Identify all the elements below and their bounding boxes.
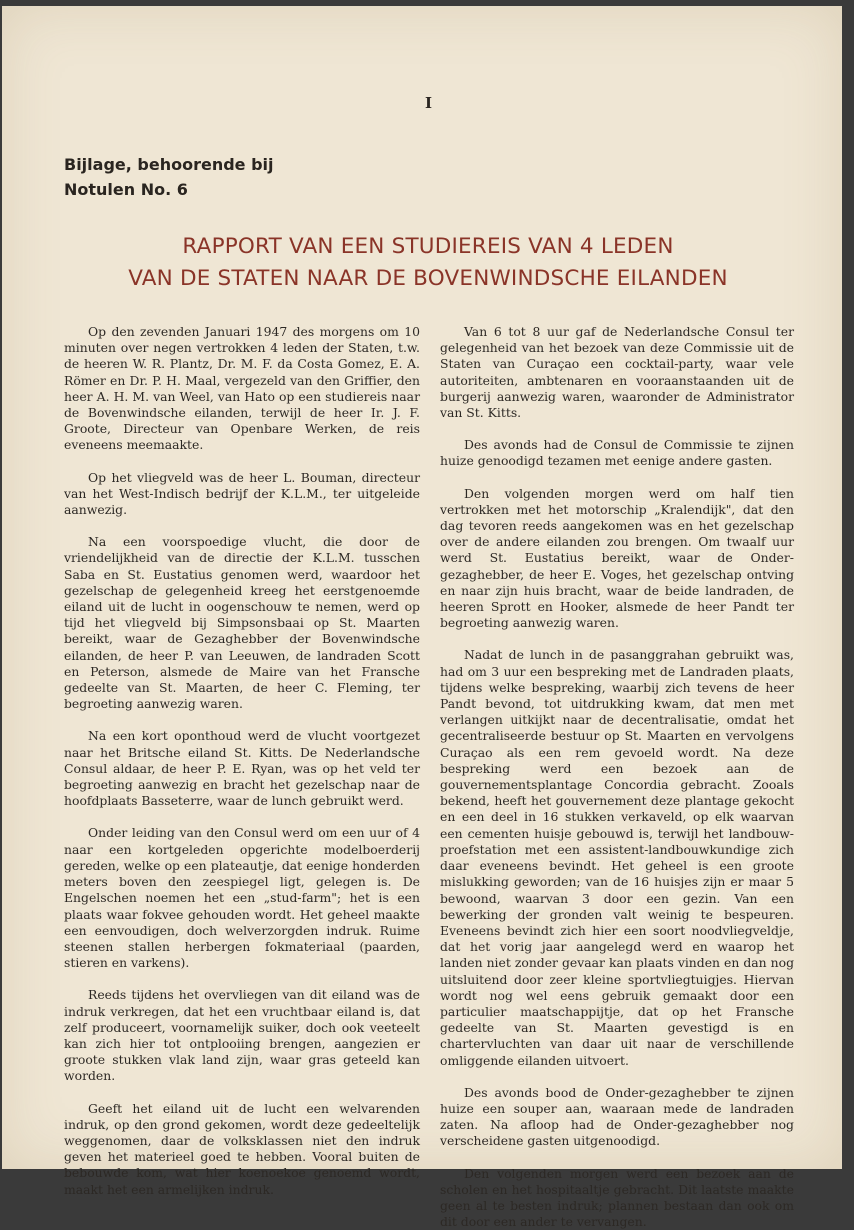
page-number: I (425, 94, 433, 112)
paragraph: Na een kort oponthoud werd de vlucht voortgezet naar het Britsche eiland St. Kitts. De Nederlandsche Consul aldaar, de heer P. E. Ryan, was op het veld ter begroeting aanwezig en bracht het gezelschap naar de hoofdplaats Basseterre, waar de lunch gebruikt werd. (64, 728, 420, 809)
paragraph: Van 6 tot 8 uur gaf de Nederlandsche Consul ter gelegenheid van het bezoek van deze Commissie uit de Staten van Curaçao een cocktail-party, waar vele autoriteiten, ambtenaren en vooraanstaanden uit de burgerij aanwezig waren, waaronder de Administrator van St. Kitts. (440, 324, 794, 421)
paragraph: Op het vliegveld was de heer L. Bouman, directeur van het West-Indisch bedrijf der K.L.M., ter uitgeleide aanwezig. (64, 469, 420, 518)
left-column (64, 324, 420, 1198)
right-column (440, 324, 794, 1230)
paragraph: Des avonds bood de Onder-gezaghebber te zijnen huize een souper aan, waaraan mede de landraden zaten. Na afloop had de Onder-gezaghebber nog verscheidene gasten uitgenoodigd. (440, 1084, 794, 1149)
title-line-2: VAN DE STATEN NAAR DE BOVENWINDSCHE EILANDEN (128, 266, 728, 291)
paragraph: Op den zevenden Januari 1947 des morgens om 10 minuten over negen vertrokken 4 leden der Staten, t.w. de heeren W. R. Plantz, Dr. M. F. da Costa Gomez, E. A. Römer en Dr. P. H. Maal, vergezeld van den Griffier, den heer A. H. M. van Weel, van Hato op een studiereis naar de Bovenwindsche eilanden, terwijl de heer Ir. J. F. Groote, Directeur van Openbare Werken, de reis eveneens meemaakte. (64, 324, 420, 453)
paragraph: Onder leiding van den Consul werd om een uur of 4 naar een kortgeleden opgerichte modelboerderij gereden, welke op een plateautje, dat eenige honderden meters boven den zeespiegel ligt, gelegen is. De Engelschen noemen het een „stud-farm"; het is een plaats waar fokvee gehouden wordt. Het geheel maakte een eenvoudigen, doch welverzorgden indruk. Ruime steenen stallen herbergen fokmateriaal (paarden, stieren en varkens). (64, 825, 420, 971)
annex-line-2: Notulen No. 6 (64, 180, 188, 199)
paragraph: Des avonds had de Consul de Commissie te zijnen huize genoodigd tezamen met eenige andere gasten. (440, 437, 794, 469)
paragraph: Na een voorspoedige vlucht, die door de vriendelijkheid van de directie der K.L.M. tusschen Saba en St. Eustatius genomen werd, waardoor het gezelschap de gelegenheid kreeg het eerstgenoemde eiland uit de lucht in oogenschouw te nemen, werd op tijd het vliegveld bij Simpsonsbaai op St. Maarten bereikt, waar de Gezaghebber der Bovenwindsche eilanden, de heer P. van Leeuwen, de landraden Scott en Peterson, alsmede de Maire van het Fransche gedeelte van St. Maarten, de heer C. Fleming, ter begroeting aanwezig waren. (64, 534, 420, 712)
report-title (2, 231, 854, 295)
paragraph: Nadat de lunch in de pasanggrahan gebruikt was, had om 3 uur een bespreking met de Landraden plaats, tijdens welke bespreking, waarbij zich tevens de heer Pandt bevond, tot uitdrukking kwam, dat men met verlangen uitkijkt naar de decentralisatie, omdat het gecentraliseerde bestuur op St. Maarten en vervolgens Curaçao als een rem gevoeld wordt. Na deze bespreking werd een bezoek aan de gouvernementsplantage Concordia gebracht. Zooals bekend, heeft het gouvernement deze plantage gekocht en een deel in 16 stukken verkaveld, op elk waarvan een cementen huisje gebouwd is, terwijl het landbouw-proefstation met een assistent-landbouwkundige zich daar eveneens bevindt. Het geheel is een groote mislukking geworden; van de 16 huisjes zijn er maar 5 bewoond, waarvan 3 door een gezin. Van een bewerking der gronden valt weinig te bespeuren. Eveneens bevindt zich hier een soort noodvliegveldje, dat het vorig jaar aangelegd werd en waarop het landen niet zonder gevaar kan plaats vinden en dan nog uitsluitend door zeer kleine sportvliegtuigjes. Hiervan wordt nog wel eens gebruik gemaakt door een particulier maatschappijtje, dat op het Fransche gedeelte van St. Maarten gevestigd is en chartervluchten van daar uit naar de verschillende omliggende eilanden uitvoert. (440, 647, 794, 1068)
annex-heading (64, 152, 274, 202)
paragraph: Reeds tijdens het overvliegen van dit eiland was de indruk verkregen, dat het een vruchtbaar eiland is, dat zelf produceert, voornamelijk suiker, doch ook veeteelt kan zich hier tot ontplooiing brengen, aangezien er groote stukken vlak land zijn, waar gras geteeld kan worden. (64, 987, 420, 1084)
document-page (2, 6, 842, 1230)
title-line-1: RAPPORT VAN EEN STUDIEREIS VAN 4 LEDEN (182, 234, 674, 259)
paragraph: Den volgenden morgen werd een bezoek aan de scholen en het hospitaaltje gebracht. Dit laatste maakte geen al te besten indruk; plannen bestaan dan ook om dit door een ander te vervangen. (440, 1165, 794, 1230)
paragraph: Den volgenden morgen werd om half tien vertrokken met het motorschip „Kralendijk", dat den dag tevoren reeds aangekomen was en het gezelschap over de andere eilanden zou brengen. Om twaalf uur werd St. Eustatius bereikt, waar de Onder-gezaghebber, de heer E. Voges, het gezelschap ontving en naar zijn huis bracht, waar de beide landraden, de heeren Sprott en Hooker, alsmede de heer Pandt ter begroeting aanwezig waren. (440, 485, 794, 631)
paragraph: Geeft het eiland uit de lucht een welvarenden indruk, op den grond gekomen, wordt deze gedeeltelijk weggenomen, daar de volksklassen niet den indruk geven het materieel goed te hebben. Vooral buiten de bebouwde kom, wat hier koenoekoe genoemd wordt, maakt het een armelijken indruk. (64, 1100, 420, 1197)
annex-line-1: Bijlage, behoorende bij (64, 155, 274, 174)
